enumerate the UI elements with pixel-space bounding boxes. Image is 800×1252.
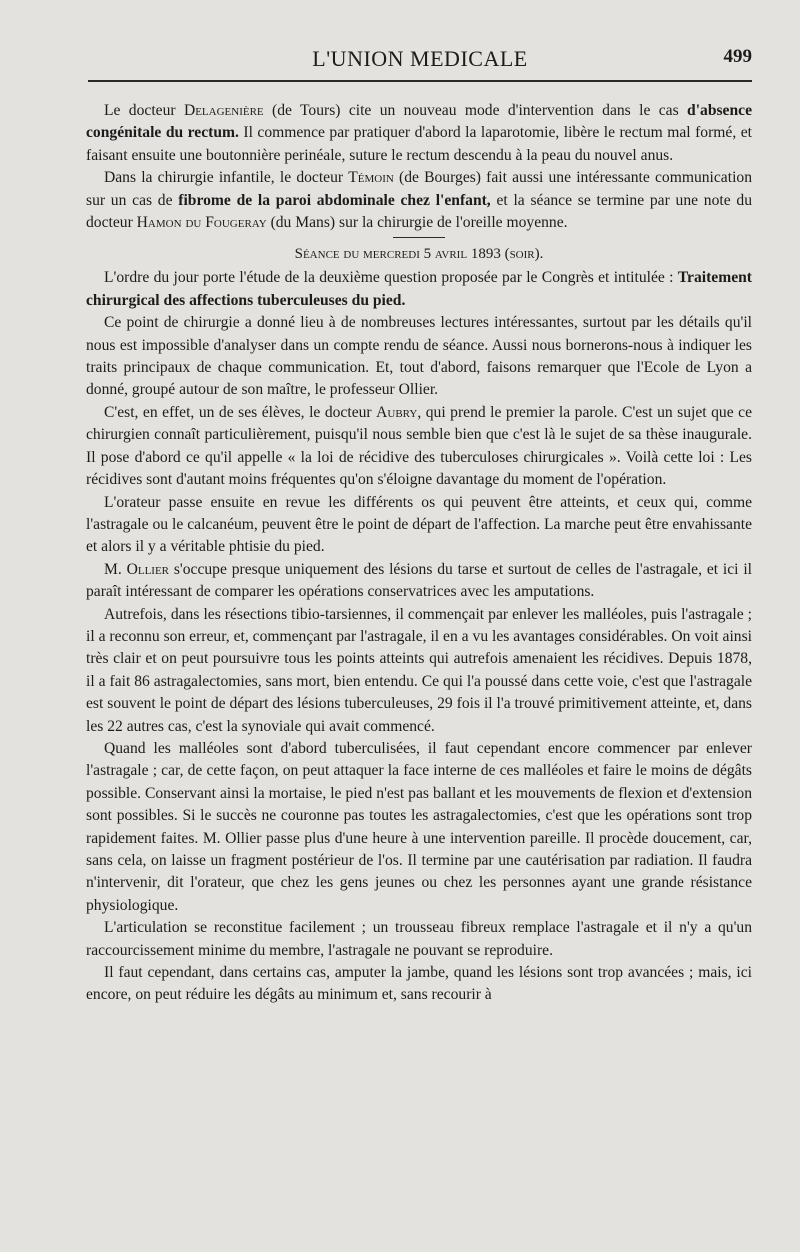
author-name: Delagenière bbox=[183, 102, 264, 119]
paragraph-chirurgie-infantile: Dans la chirurgie infantile, le docteur Témoin (de Bourges) fait aussi une intéressante communication sur un cas de fibrome de la paroi abdominale chez l'enfant, et la séance se termine par une note du docteur Hamon du Fougeray (du Mans) sur la chirurgie de l'oreille moyenne. bbox=[86, 169, 752, 232]
paragraph-introduction: Ce point de chirurgie a donné lieu à de nombreuses lectures intéressantes, surtout par les détails qu'il nous est impossible d'analyser dans un compte rendu de séance. Aussi nous bornerons-nous à indiquer les traits principaux de chaque communication. Et, tout d'abord, faisons remarquer que l'Ecole de Lyon a donné, groupé autour de son maître, le professeur Ollier. bbox=[86, 314, 752, 399]
paragraph-resections: Autrefois, dans les résections tibio-tarsiennes, il commençait par enlever les malléoles, puis l'astragale ; il a reconnu son erreur, et, commençant par l'astragale, il en a vu les avantages considérables. On voit ainsi très clair et on peut poursuivre tous les points atteints qui autrefois amenaient les récidives. Depuis 1878, il a fait 86 astragalectomies, sans mort, bien entendu. Ce qui l'a poussé dans cette voie, c'est que l'astragale est souvent le point de départ des lésions tuberculeuses, 29 fois il l'a trouvé primitivement atteinte, et, dans les 22 autres cas, c'est la synoviale qui avait commencé. bbox=[86, 605, 752, 735]
author-name: Aubry bbox=[376, 403, 418, 421]
section-separator bbox=[393, 237, 445, 238]
paragraph-aubry: C'est, en effet, un de ses élèves, le docteur Aubry, qui prend le premier la parole. C'est un sujet que ce chirurgien connaît particulièrement, puisqu'il nous semble bien que c'est là le sujet de sa thèse inaugurale. Il pose d'abord ce qu'il appelle « la loi de récidive des tuberculoses chirurgicales ». Voilà cette loi : Les récidives sont d'autant moins fréquentes qu'on s'éloigne davantage du moment de l'opération. bbox=[86, 403, 752, 489]
paragraph-delageniere: Le docteur Delagenière (de Tours) cite un nouveau mode d'intervention dans le cas d'absence congénitale du rectum. Il commence par pratiquer d'abord la laparotomie, libère le rectum mal formé, et faisant ensuite une boutonnière perinéale, suture le rectum descendu à la peau du nouvel anus. bbox=[86, 102, 752, 164]
author-name: Hamon du Fougeray bbox=[136, 214, 267, 232]
emphasis: d'absence congénitale du rectum. bbox=[86, 102, 752, 142]
paragraph-orateur: L'orateur passe ensuite en revue les différents os qui peuvent être atteints, et ceux qui, comme l'astragale ou le calcanéum, peuvent être le point de départ de l'affection. La marche peut être envahissante et alors il y a véritable phtisie du pied. bbox=[86, 493, 752, 556]
paragraph-articulation: L'articulation se reconstitue facilement ; un trousseau fibreux remplace l'astragale et il n'y a qu'un raccourcissement minime du membre, l'astragale ne pouvant se reproduire. bbox=[86, 919, 752, 959]
emphasis: fibrome de la paroi abdominale chez l'enfant, bbox=[178, 191, 491, 209]
running-head bbox=[88, 46, 752, 76]
author-name: Témoin bbox=[348, 169, 394, 187]
paragraph-ordre-du-jour: L'ordre du jour porte l'étude de la deuxième question proposée par le Congrès et intitulée : Traitement chirurgical des affections tuberculeuses du pied. bbox=[86, 269, 752, 309]
paragraph-amputation: Il faut cependant, dans certains cas, amputer la jambe, quand les lésions sont trop avancées ; mais, ici encore, on peut réduire les dégâts au minimum et, sans recourir à bbox=[86, 964, 752, 1004]
question-title: Traitement chirurgical des affections tuberculeuses du pied. bbox=[86, 269, 752, 309]
header-rule bbox=[88, 80, 752, 82]
page-number: 499 bbox=[723, 46, 752, 67]
author-name: Ollier bbox=[126, 560, 170, 578]
session-heading: Séance du mercredi 5 avril 1893 (soir). bbox=[294, 246, 544, 263]
journal-title: L'UNION MEDICALE bbox=[312, 46, 528, 71]
paragraph-ollier: M. Ollier s'occupe presque uniquement des lésions du tarse et surtout de celles de l'astragale, et ici il paraît intéressant de comparer les opérations conservatrices avec les amputations. bbox=[86, 560, 752, 601]
paragraph-malleoles: Quand les malléoles sont d'abord tuberculisées, il faut cependant encore commencer par enlever l'astragale ; car, de cette façon, on peut attaquer la face interne de ces malléoles et faire le moins de dégâts possible. Conservant ainsi la mortaise, le pied n'est pas ballant et les mouvements de flexion et d'extension sont possibles. Si le succès ne couronne pas toutes les astragalectomies, c'est que les opérations sont trop rapidement faites. M. Ollier passe plus d'une heure à une intervention pareille. Il procède doucement, car, sans cela, on laisse un fragment postérieur de l'os. Il termine par une cautérisation par radiation. Il faudra n'intervenir, dit l'orateur, que chez les gens jeunes ou chez les personnes ayant une grande résistance physiologique. bbox=[86, 739, 752, 914]
article-body bbox=[86, 100, 752, 1007]
